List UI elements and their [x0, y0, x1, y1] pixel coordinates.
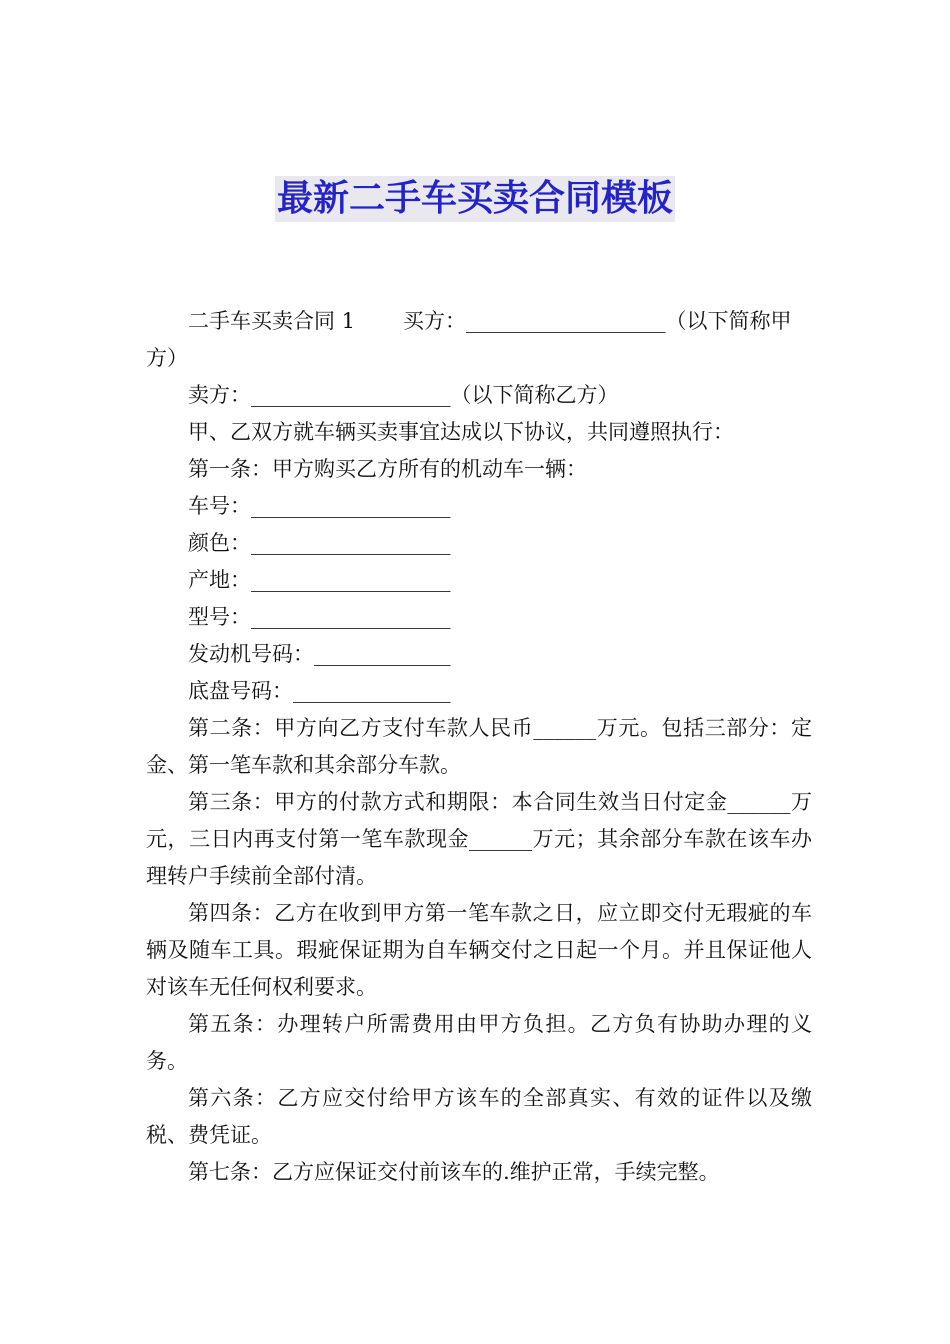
field-plate-number: 车号：___________________: [188, 494, 451, 518]
article-1: 第一条：甲方购买乙方所有的机动车一辆：: [188, 457, 587, 481]
field-engine-number: 发动机号码：_____________: [188, 642, 451, 666]
field-origin: 产地：___________________: [188, 568, 451, 592]
article-6: 第六条：乙方应交付给甲方该车的全部真实、有效的证件以及缴税、费凭证。: [146, 1086, 812, 1147]
article-3: 第三条：甲方的付款方式和期限：本合同生效当日付定金______万元，三日内再支付第一笔车款现金______万元；其余部分车款在该车办理转户手续前全部付清。: [146, 790, 812, 888]
seller-line: 卖方：___________________（以下简称乙方）: [188, 383, 619, 407]
intro-paragraph: [146, 303, 812, 377]
article-5: 第五条：办理转户所需费用由甲方负担。乙方负有协助办理的义务。: [146, 1012, 812, 1073]
field-model: 型号：___________________: [188, 605, 451, 629]
article-4: 第四条：乙方在收到甲方第一笔车款之日，应立即交付无瑕疵的车辆及随车工具。瑕疵保证期为自车辆交付之日起一个月。并且保证他人对该车无任何权利要求。: [146, 901, 812, 999]
contract-heading: 二手车买卖合同 1: [188, 309, 356, 333]
contract-body: [146, 303, 812, 1191]
document-title: 最新二手车买卖合同模板: [275, 176, 675, 222]
field-color: 颜色：___________________: [188, 531, 451, 555]
field-chassis-number: 底盘号码：_______________: [188, 679, 451, 703]
agreement-statement: 甲、乙双方就车辆买卖事宜达成以下协议，共同遵照执行：: [188, 420, 734, 444]
title-container: [0, 176, 950, 222]
article-2: 第二条：甲方向乙方支付车款人民币______万元。包括三部分：定金、第一笔车款和其余部分车款。: [146, 716, 812, 777]
buyer-line: 买方：___________________（以下简称甲方）: [146, 309, 792, 370]
article-7: 第七条：乙方应保证交付前该车的.维护正常，手续完整。: [188, 1160, 720, 1184]
